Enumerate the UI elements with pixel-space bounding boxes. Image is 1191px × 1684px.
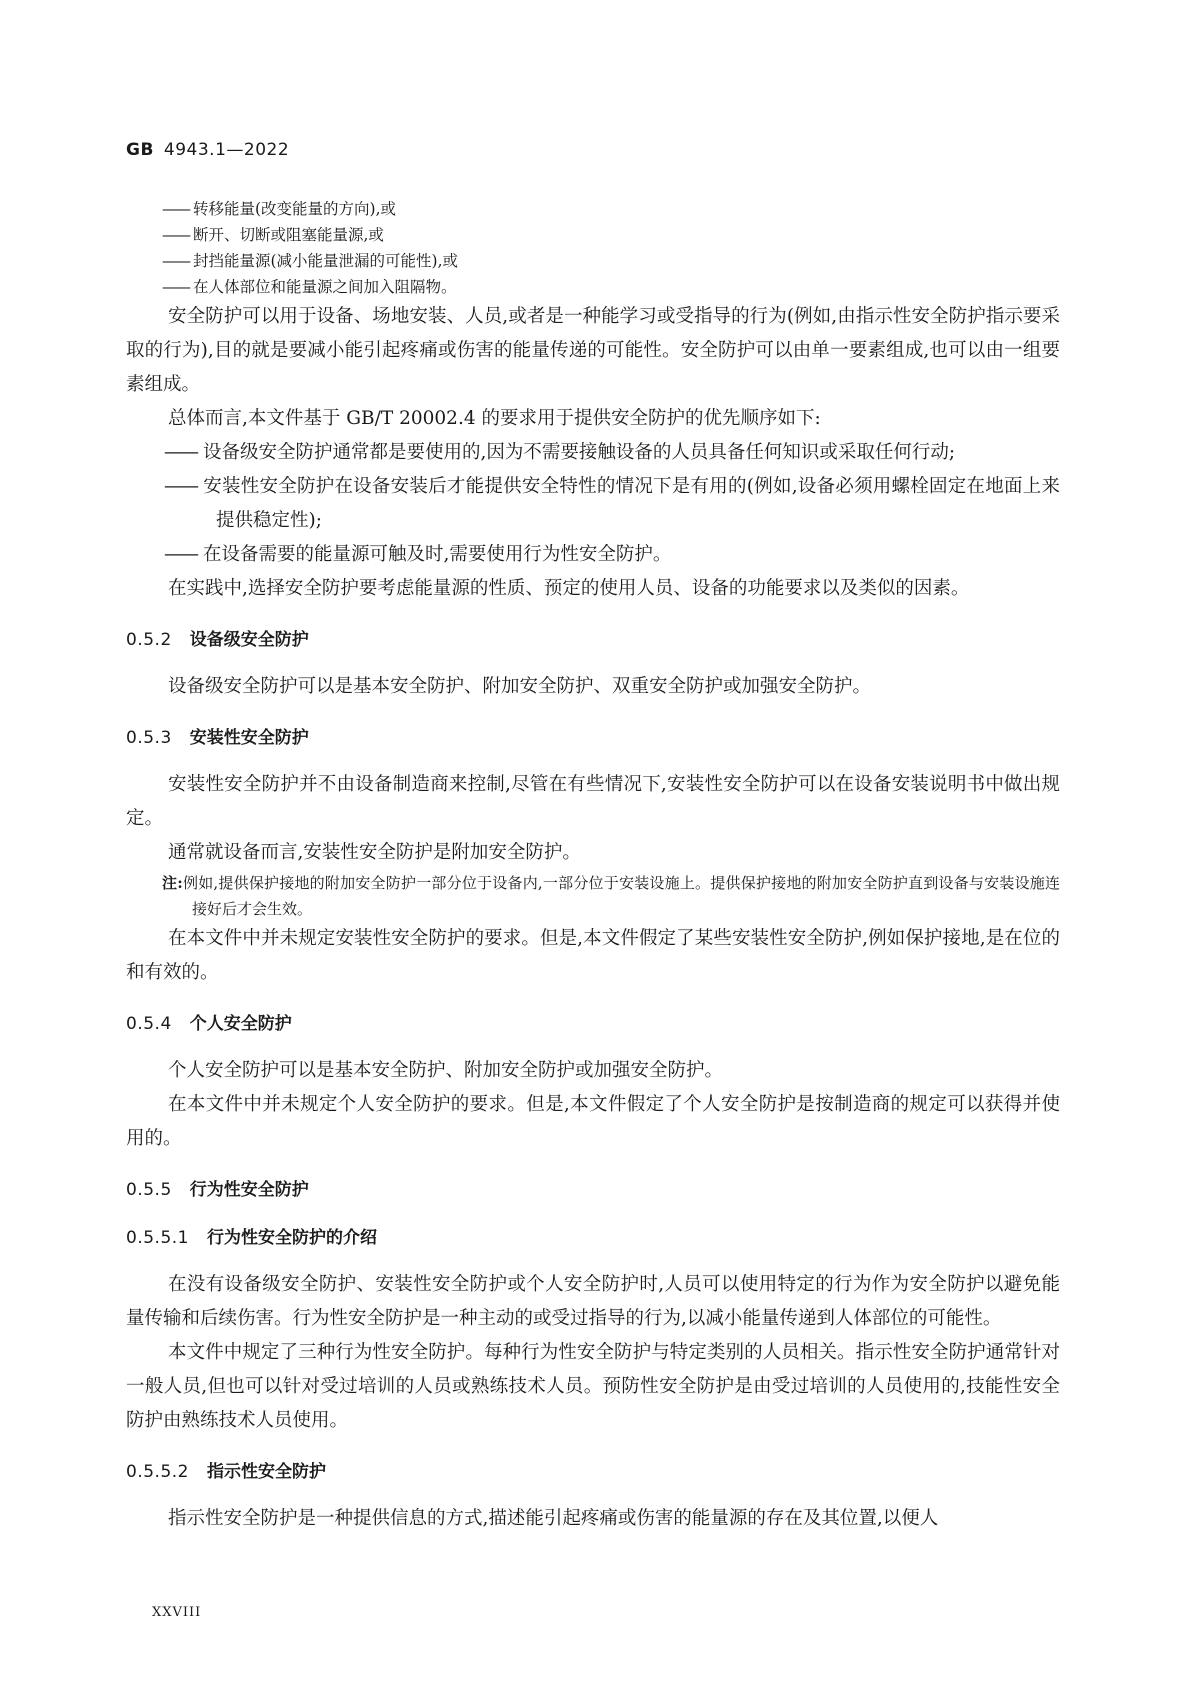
- section-number: 0.5.3: [126, 728, 172, 748]
- document-body: [126, 196, 1060, 1536]
- note: [126, 870, 1060, 922]
- paragraph: 总体而言,本文件基于 GB/T 20002.4 的要求用于提供安全防护的优先顺序如下:: [168, 408, 821, 429]
- paragraph: 在本文件中并未规定安装性安全防护的要求。但是,本文件假定了某些安装性安全防护,例如保护接地,是在位的和有效的。: [126, 928, 1060, 983]
- paragraph: 指示性安全防护是一种提供信息的方式,描述能引起疼痛或伤害的能量源的存在及其位置,以便人: [168, 1508, 939, 1529]
- paragraph: 设备级安全防护可以是基本安全防护、附加安全防护、双重安全防护或加强安全防护。: [168, 676, 872, 697]
- section-number: 0.5.5.1: [126, 1228, 189, 1248]
- section-heading: [126, 1010, 1060, 1038]
- section-title: 行为性安全防护: [189, 1180, 309, 1200]
- paragraph: 本文件中规定了三种行为性安全防护。每种行为性安全防护与特定类别的人员相关。指示性安全防护通常针对一般人员,但也可以针对受过培训的人员或熟练技术人员。预防性安全防护是由受过培训的人员使用的,技能性安全防护由熟练技术人员使用。: [126, 1342, 1060, 1431]
- page-header: [126, 140, 289, 160]
- note-label: 注:: [162, 874, 183, 892]
- list-item: —— 封挡能量源(减小能量泄漏的可能性),或: [126, 248, 1060, 274]
- standard-number: 4943.1—2022: [163, 140, 290, 160]
- list-item: —— 安装性安全防护在设备安装后才能提供安全特性的情况下是有用的(例如,设备必须用螺栓固定在地面上来提供稳定性);: [126, 470, 1060, 538]
- paragraph: 安全防护可以用于设备、场地安装、人员,或者是一种能学习或受指导的行为(例如,由指示性安全防护指示要采取的行为),目的就是要减小能引起疼痛或伤害的能量传递的可能性。安全防护可以由单一要素组成,也可以由一组要素组成。: [126, 306, 1060, 395]
- section-heading: [126, 1224, 1060, 1252]
- section-heading: [126, 626, 1060, 654]
- list-item: —— 断开、切断或阻塞能量源,或: [126, 222, 1060, 248]
- list-item: —— 转移能量(改变能量的方向),或: [126, 196, 1060, 222]
- paragraph: 通常就设备而言,安装性安全防护是附加安全防护。: [168, 842, 581, 863]
- section-number: 0.5.4: [126, 1014, 172, 1034]
- section-number: 0.5.2: [126, 630, 172, 650]
- list-item: —— 在设备需要的能量源可触及时,需要使用行为性安全防护。: [126, 538, 1060, 572]
- section-title: 行为性安全防护的介绍: [206, 1228, 377, 1248]
- section-heading: [126, 724, 1060, 752]
- section-heading: [126, 1176, 1060, 1204]
- section-heading: [126, 1458, 1060, 1486]
- list-item: —— 设备级安全防护通常都是要使用的,因为不需要接触设备的人员具备任何知识或采取任何行动;: [126, 436, 1060, 470]
- note-text: 例如,提供保护接地的附加安全防护一部分位于设备内,一部分位于安装设施上。提供保护接地的附加安全防护直到设备与安装设施连接好后才会生效。: [182, 874, 1060, 918]
- section-title: 指示性安全防护: [206, 1462, 326, 1482]
- section-title: 个人安全防护: [189, 1014, 292, 1034]
- page-number: XXVIII: [152, 1605, 202, 1620]
- section-title: 安装性安全防护: [189, 728, 309, 748]
- paragraph: 在本文件中并未规定个人安全防护的要求。但是,本文件假定了个人安全防护是按制造商的规定可以获得并使用的。: [126, 1094, 1060, 1149]
- paragraph: 个人安全防护可以是基本安全防护、附加安全防护或加强安全防护。: [168, 1060, 724, 1081]
- paragraph: 安装性安全防护并不由设备制造商来控制,尽管在有些情况下,安装性安全防护可以在设备安装说明书中做出规定。: [126, 774, 1060, 829]
- standard-code: GB: [126, 140, 154, 160]
- section-number: 0.5.5: [126, 1180, 172, 1200]
- paragraph: 在没有设备级安全防护、安装性安全防护或个人安全防护时,人员可以使用特定的行为作为安全防护以避免能量传输和后续伤害。行为性安全防护是一种主动的或受过指导的行为,以减小能量传递到人体部位的可能性。: [126, 1274, 1060, 1329]
- section-title: 设备级安全防护: [189, 630, 309, 650]
- paragraph: 在实践中,选择安全防护要考虑能量源的性质、预定的使用人员、设备的功能要求以及类似的因素。: [168, 578, 970, 599]
- section-number: 0.5.5.2: [126, 1462, 189, 1482]
- list-item: —— 在人体部位和能量源之间加入阻隔物。: [126, 274, 1060, 300]
